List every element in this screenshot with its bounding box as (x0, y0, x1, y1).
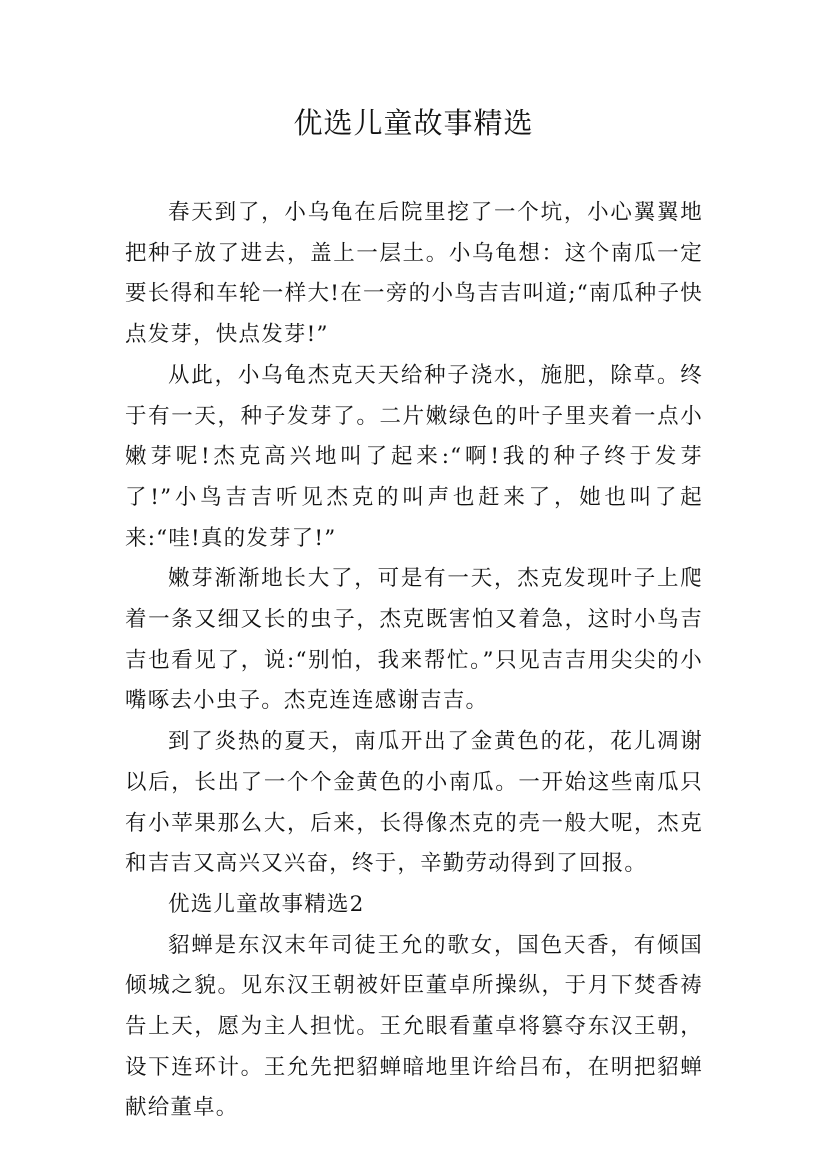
document-title: 优选儿童故事精选 (293, 106, 534, 140)
document-body (125, 193, 703, 1129)
paragraph-3: 嫩芽渐渐地长大了，可是有一天，杰克发现叶子上爬着一条又细又长的虫子，杰克既害怕又着急，这时小鸟吉吉也看见了，说:“别怕，我来帮忙。”只见吉吉用尖尖的小嘴啄去小虫子。杰克连连感谢吉吉。 (125, 566, 703, 714)
paragraph-4: 到了炎热的夏天，南瓜开出了金黄色的花，花儿凋谢以后，长出了一个个金黄色的小南瓜。一开始这些南瓜只有小苹果那么大，后来，长得像杰克的壳一般大呢，杰克和吉吉又高兴又兴奋，终于，辛勤劳动得到了回报。 (125, 729, 703, 877)
paragraph-5: 貂蝉是东汉末年司徒王允的歌女，国色天香，有倾国倾城之貌。见东汉王朝被奸臣董卓所操纵，于月下焚香祷告上天，愿为主人担忧。王允眼看董卓将篡夺东汉王朝，设下连环计。王允先把貂蝉暗地里许给吕布，在明把貂蝉献给董卓。 (125, 932, 703, 1121)
section-heading-2: 优选儿童故事精选2 (168, 891, 365, 917)
paragraph-1: 春天到了，小乌龟在后院里挖了一个坑，小心翼翼地把种子放了进去，盖上一层土。小乌龟想：这个南瓜一定要长得和车轮一样大!在一旁的小鸟吉吉叫道;“南瓜种子快点发芽，快点发芽!” (125, 200, 703, 348)
paragraph-2: 从此，小乌龟杰克天天给种子浇水，施肥，除草。终于有一天，种子发芽了。二片嫩绿色的叶子里夹着一点小嫩芽呢!杰克高兴地叫了起来:“啊!我的种子终于发芽了!”小鸟吉吉听见杰克的叫声也赶来了，她也叫了起来:“哇!真的发芽了!” (125, 362, 703, 551)
